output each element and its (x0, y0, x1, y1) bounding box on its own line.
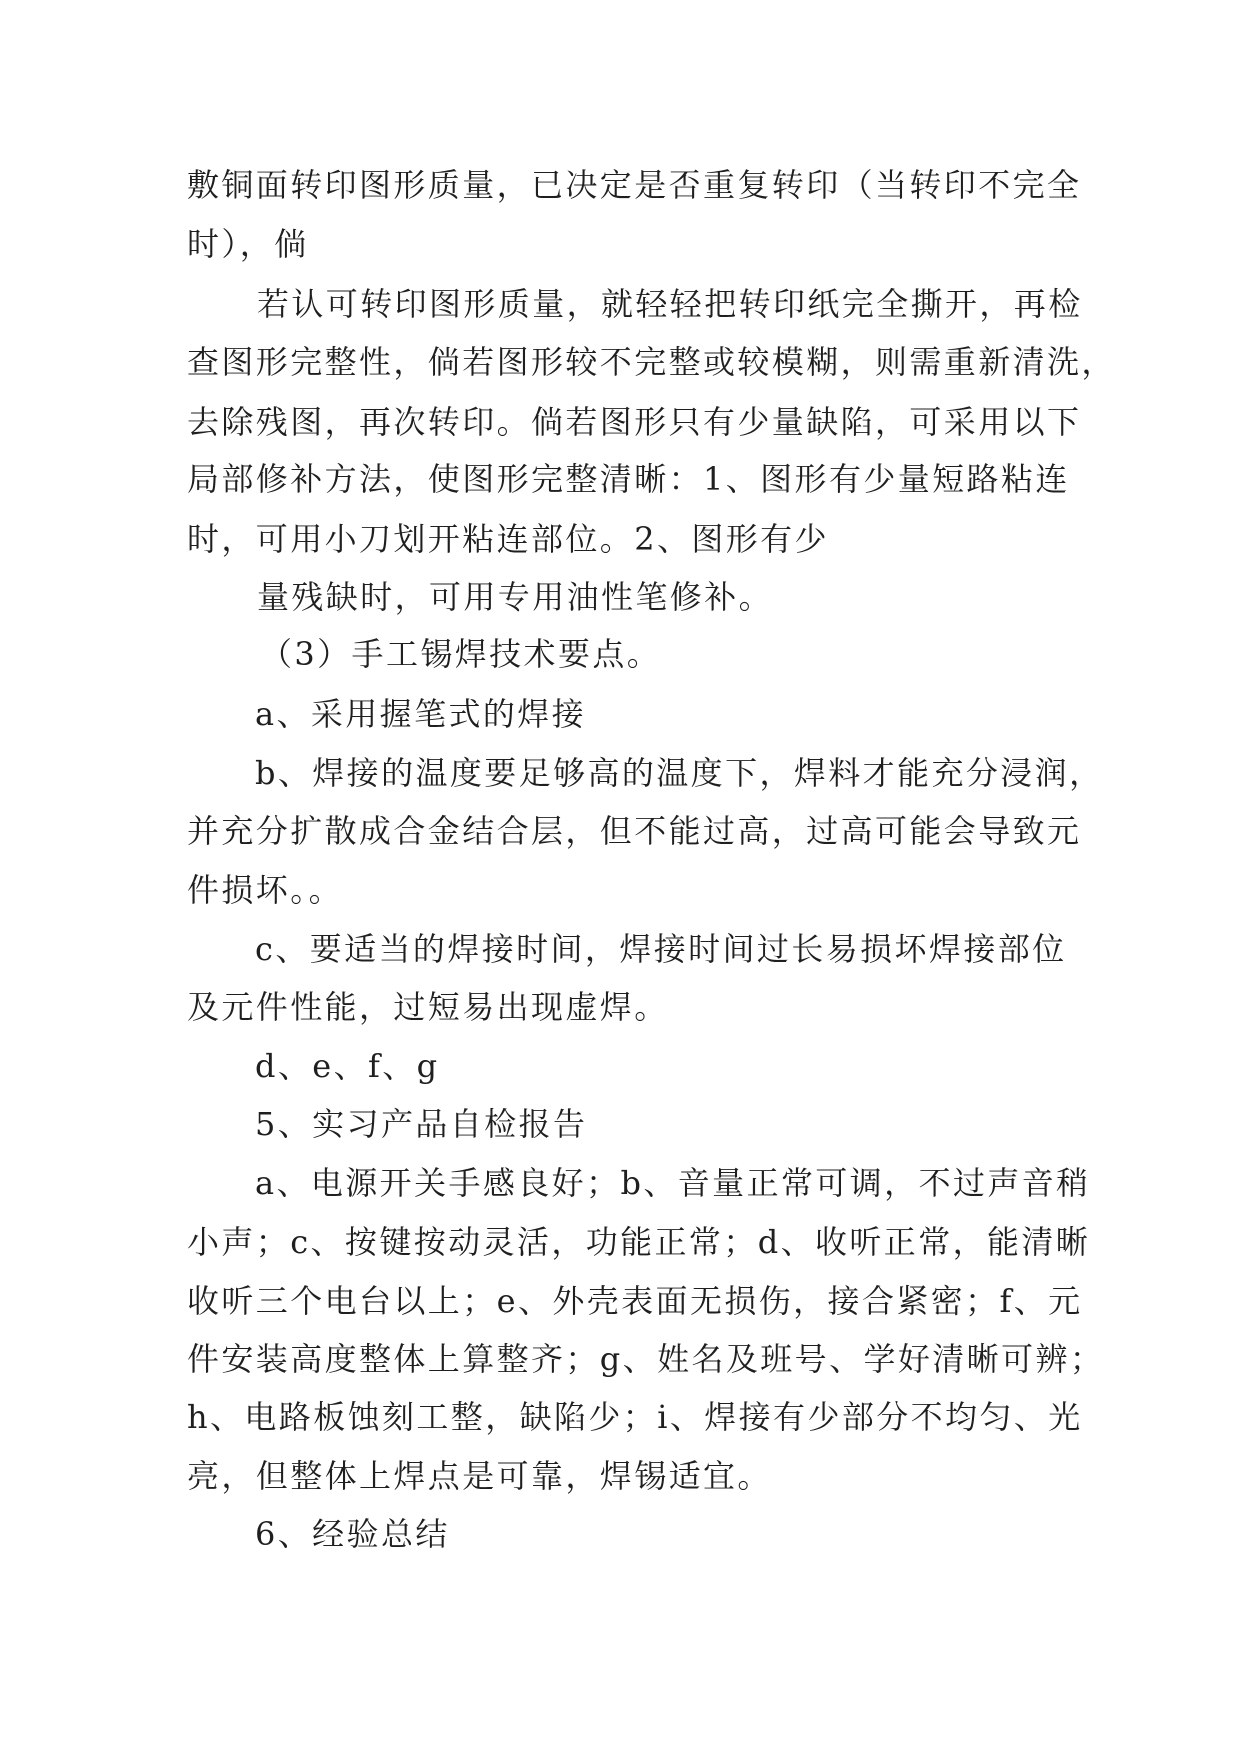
text-line: 时），倘 (187, 225, 309, 263)
text-line: 件损坏。。 (187, 871, 344, 909)
section-heading: （3）手工锡焊技术要点。 (260, 635, 662, 673)
text-line: a、电源开关手感良好；b、音量正常可调，不过声音稍 (255, 1164, 1091, 1202)
text-line: 若认可转印图形质量，就轻轻把转印纸完全撕开，再检 (257, 285, 1083, 323)
text-line: 亮，但整体上焊点是可靠，焊锡适宜。 (187, 1457, 772, 1495)
text-line: 小声；c、按键按动灵活，功能正常；d、收听正常，能清晰 (187, 1223, 1091, 1261)
list-item: c、要适当的焊接时间，焊接时间过长易损坏焊接部位 (255, 930, 1067, 968)
text-line: 查图形完整性，倘若图形较不完整或较模糊，则需重新清洗， (187, 343, 1116, 381)
section-heading: 5、实习产品自检报告 (255, 1105, 588, 1143)
list-item: b、焊接的温度要足够高的温度下，焊料才能充分浸润， (255, 754, 1104, 792)
text-line: 时，可用小刀划开粘连部位。2、图形有少 (187, 520, 829, 558)
text-line: 敷铜面转印图形质量，已决定是否重复转印（当转印不完全 (187, 166, 1082, 204)
text-line: 局部修补方法，使图形完整清晰：1、图形有少量短路粘连 (187, 460, 1070, 498)
text-line: 收听三个电台以上；e、外壳表面无损伤，接合紧密；f、元 (187, 1282, 1083, 1320)
list-item: a、采用握笔式的焊接 (255, 695, 587, 733)
text-line: h、电路板蚀刻工整，缺陷少；i、焊接有少部分不均匀、光 (187, 1398, 1083, 1436)
text-line: 件安装高度整体上算整齐；g、姓名及班号、学好清晰可辨； (187, 1340, 1105, 1378)
list-item: d、e、f、g (255, 1047, 440, 1085)
section-heading: 6、经验总结 (255, 1515, 450, 1553)
text-line: 并充分扩散成合金结合层，但不能过高，过高可能会导致元 (187, 812, 1082, 850)
text-line: 及元件性能，过短易出现虚焊。 (187, 988, 669, 1026)
text-line: 去除残图，再次转印。倘若图形只有少量缺陷，可采用以下 (187, 403, 1082, 441)
text-line: 量残缺时，可用专用油性笔修补。 (257, 578, 774, 616)
